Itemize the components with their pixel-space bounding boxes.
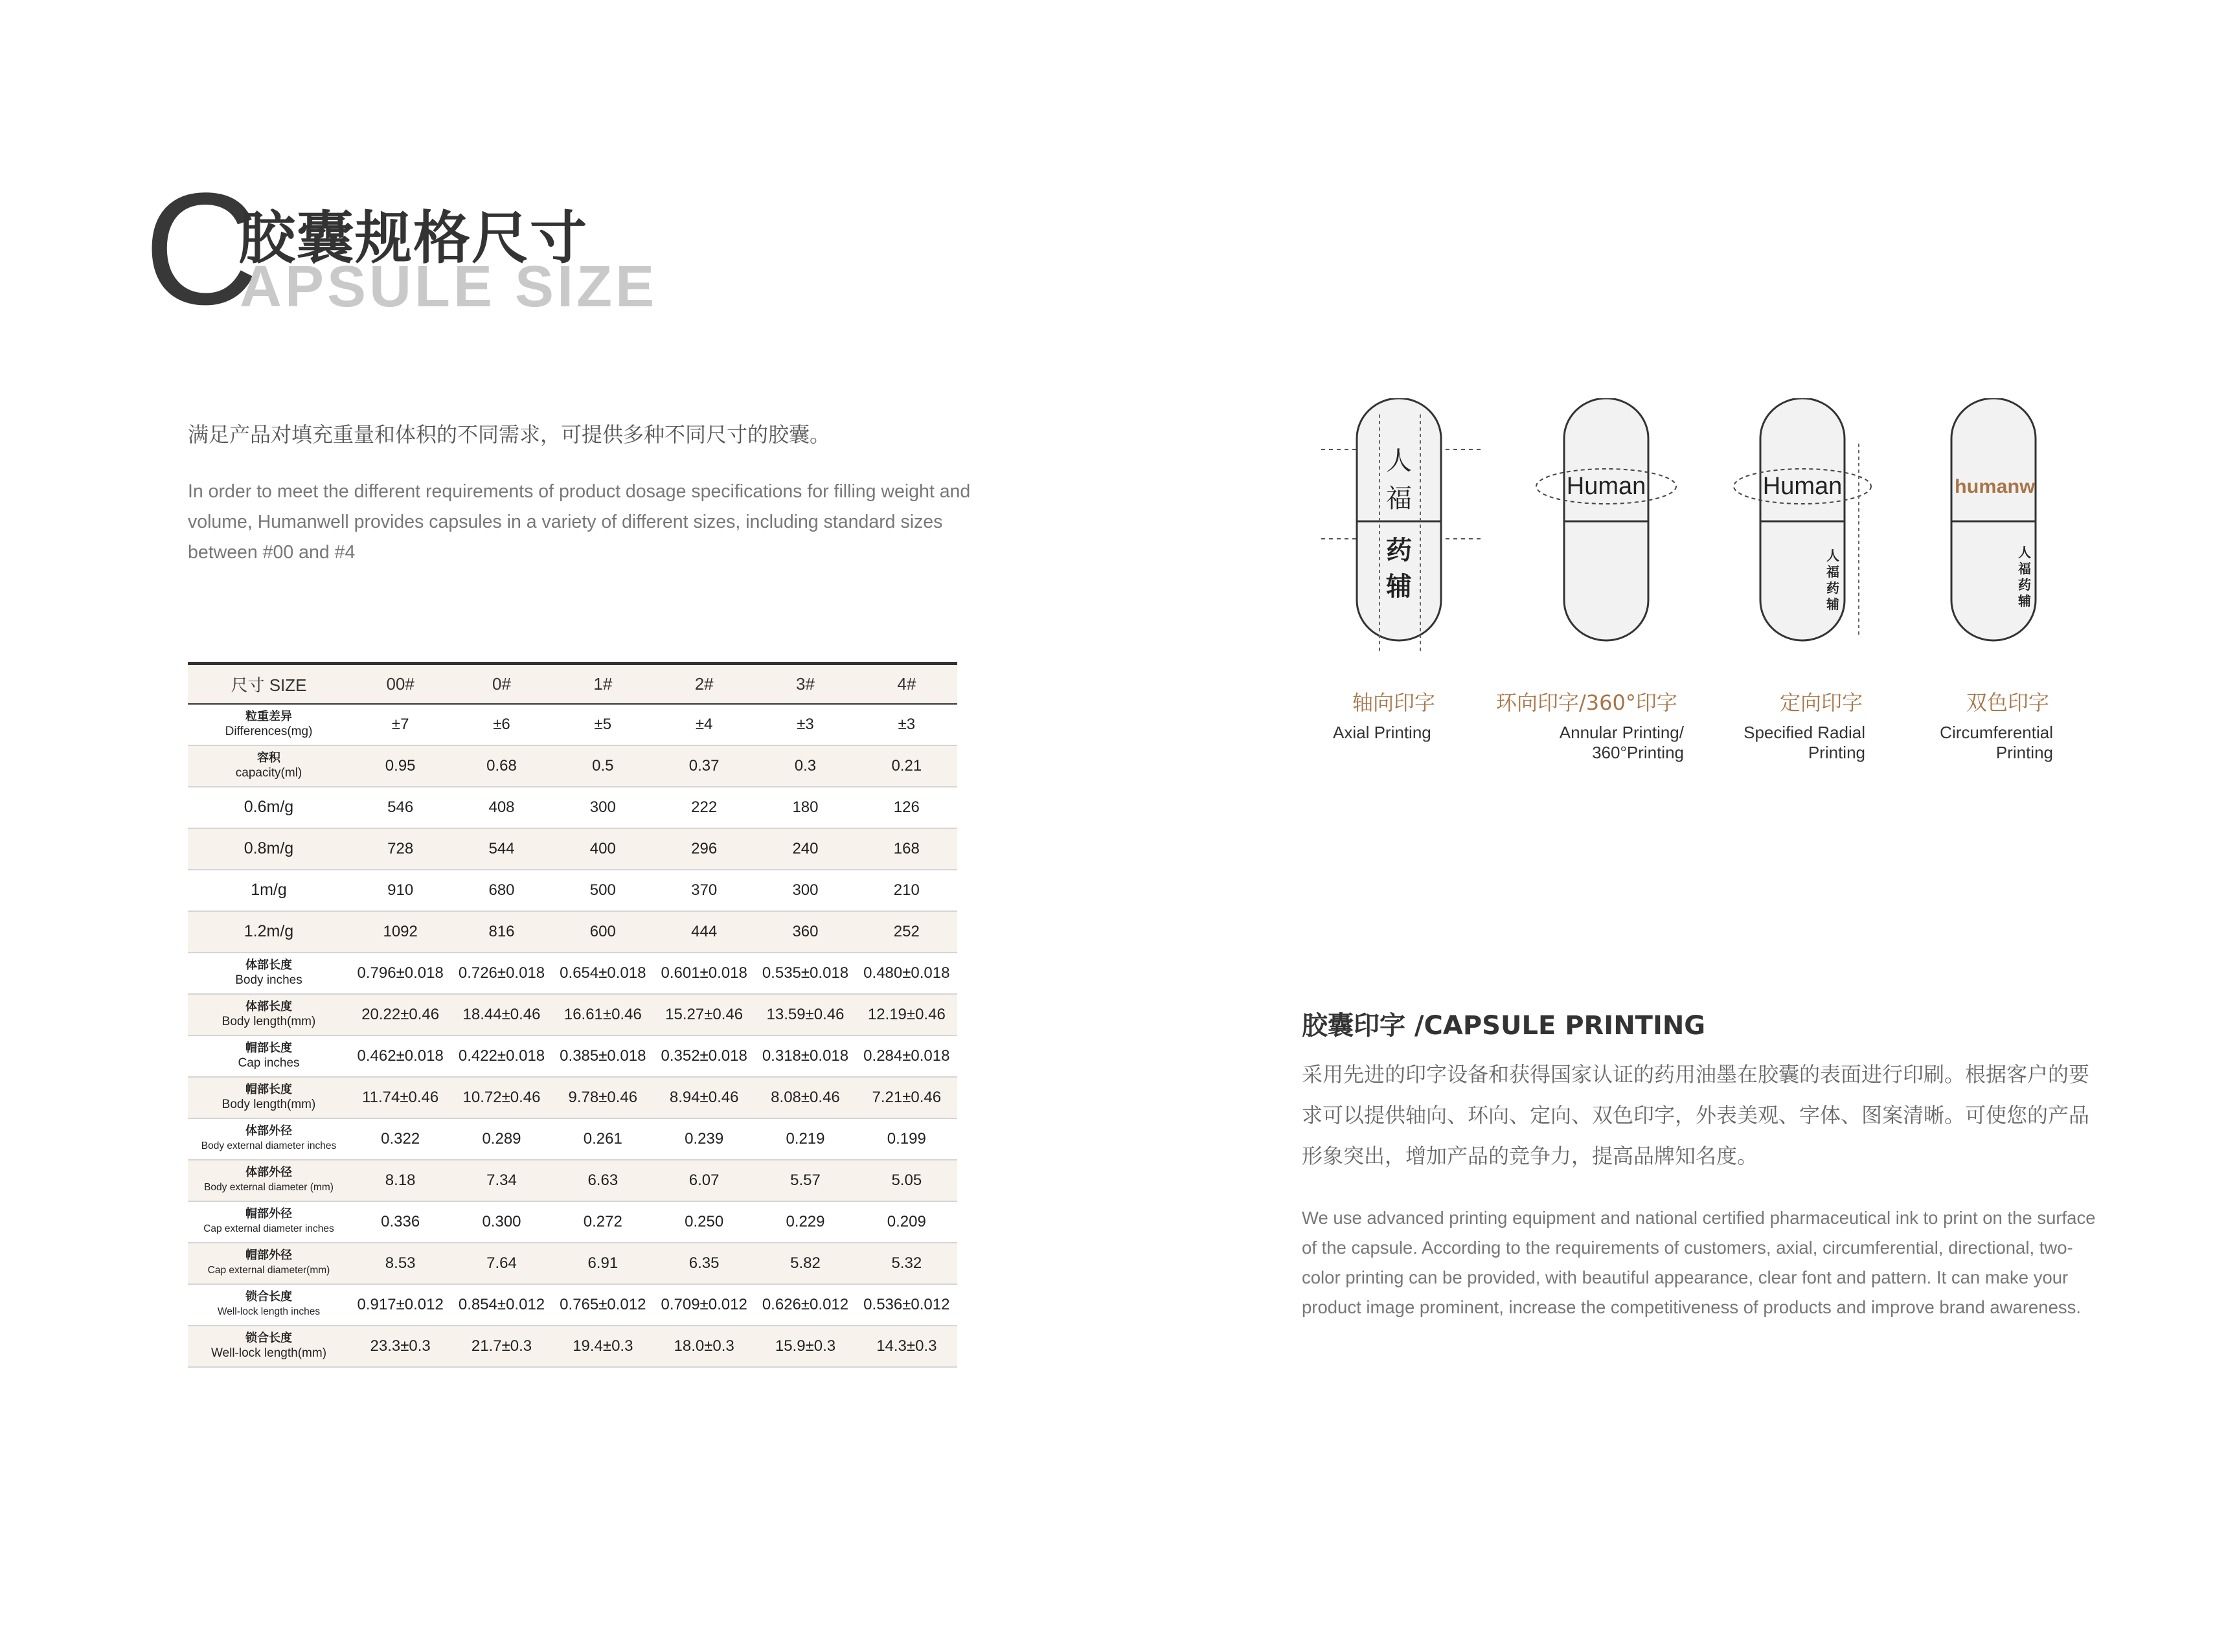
annular-text: Human: [1566, 473, 1646, 500]
table-cell: 0.209: [856, 1201, 957, 1243]
table-row: [188, 787, 957, 828]
table-cell: 18.0±0.3: [653, 1326, 755, 1367]
header-size-00: 00#: [350, 664, 451, 704]
row-label: [188, 994, 350, 1035]
row-label: [188, 704, 350, 745]
row-label-cn: 帽部外径: [245, 1207, 292, 1221]
table-cell: 408: [451, 787, 552, 828]
table-row: [188, 745, 957, 787]
table-cell: 210: [856, 870, 957, 911]
row-label-cn: 容积: [257, 751, 280, 765]
table-cell: 0.654±0.018: [552, 953, 653, 994]
row-label-en: Cap inches: [238, 1056, 300, 1070]
table-cell: 23.3±0.3: [350, 1326, 451, 1367]
circumferential-label-en: [1859, 723, 2053, 763]
table-row: [188, 911, 957, 953]
table-cell: 0.37: [653, 745, 755, 787]
row-label-en: capacity(ml): [235, 766, 302, 780]
table-cell: 0.229: [755, 1201, 856, 1243]
table-cell: 126: [856, 787, 957, 828]
radial-label-cn: 定向印字: [1780, 690, 1863, 715]
annular-printing-capsule: [1536, 398, 1676, 640]
table-cell: 0.284±0.018: [856, 1035, 957, 1077]
row-label-en: Cap external diameter(mm): [207, 1265, 330, 1276]
table-cell: 0.352±0.018: [653, 1035, 755, 1077]
table-cell: 5.05: [856, 1160, 957, 1201]
table-cell: 16.61±0.46: [552, 994, 653, 1035]
table-cell: 0.385±0.018: [552, 1035, 653, 1077]
table-cell: 5.32: [856, 1243, 957, 1284]
table-cell: 0.601±0.018: [653, 953, 755, 994]
table-cell: ±3: [755, 704, 856, 745]
table-cell: 252: [856, 911, 957, 953]
table-cell: 0.272: [552, 1201, 653, 1243]
row-label-en: Cap external diameter inches: [203, 1223, 334, 1234]
row-label-text: 1m/g: [251, 881, 287, 899]
row-label-text: 0.6m/g: [244, 798, 294, 816]
table-cell: 0.726±0.018: [451, 953, 552, 994]
axial-char-2: 福: [1386, 484, 1412, 514]
table-row: [188, 1243, 957, 1284]
table-row: [188, 1118, 957, 1160]
table-cell: ±6: [451, 704, 552, 745]
header-size-0: 0#: [451, 664, 552, 704]
table-cell: 300: [552, 787, 653, 828]
row-label-en: Differences(mg): [225, 725, 313, 738]
table-cell: 0.917±0.012: [350, 1284, 451, 1326]
radial-label-en: [1671, 723, 1865, 763]
header-size-2: 2#: [653, 664, 755, 704]
row-label-text: 1.2m/g: [244, 922, 294, 940]
table-cell: 0.199: [856, 1118, 957, 1160]
table-cell: 300: [755, 870, 856, 911]
table-cell: 15.27±0.46: [653, 994, 755, 1035]
header-size: 尺寸 SIZE: [188, 664, 350, 704]
table-cell: 168: [856, 828, 957, 870]
row-label-en: Well-lock length(mm): [210, 1346, 327, 1360]
table-cell: 21.7±0.3: [451, 1326, 552, 1367]
header-size-3: 3#: [755, 664, 856, 704]
circumferential-label-en-line2: Printing: [1995, 743, 2053, 762]
table-row: [188, 1035, 957, 1077]
table-cell: 0.300: [451, 1201, 552, 1243]
circumferential-printing-capsule: [1951, 398, 2036, 640]
row-label: [188, 1160, 350, 1201]
printing-heading: 胶囊印字 /CAPSULE PRINTING: [1302, 1011, 1706, 1041]
row-label: [188, 1035, 350, 1077]
table-cell: 0.219: [755, 1118, 856, 1160]
circumferential-char-4: 辅: [2018, 593, 2031, 609]
table-cell: 544: [451, 828, 552, 870]
axial-label-cn: 轴向印字: [1352, 690, 1436, 715]
radial-label-en-line2: Printing: [1808, 743, 1865, 762]
radial-label-en-line1: Specified Radial: [1743, 723, 1865, 742]
capsule-printing-illustrations: [1315, 398, 2079, 670]
table-cell: 728: [350, 828, 451, 870]
table-cell: 0.709±0.012: [653, 1284, 755, 1326]
table-row: [188, 870, 957, 911]
table-cell: ±5: [552, 704, 653, 745]
table-cell: 10.72±0.46: [451, 1077, 552, 1118]
axial-char-3: 药: [1386, 536, 1412, 565]
row-label: [188, 870, 350, 911]
table-cell: 0.626±0.012: [755, 1284, 856, 1326]
table-cell: 0.3: [755, 745, 856, 787]
row-label-cn: 帽部长度: [245, 1041, 292, 1055]
table-cell: 370: [653, 870, 755, 911]
table-cell: 910: [350, 870, 451, 911]
table-cell: 0.318±0.018: [755, 1035, 856, 1077]
table-cell: 444: [653, 911, 755, 953]
row-label: [188, 911, 350, 953]
annular-label-cn: 环向印字/360°印字: [1496, 690, 1677, 715]
table-cell: 0.765±0.012: [552, 1284, 653, 1326]
row-label: [188, 1077, 350, 1118]
row-label: [188, 1201, 350, 1243]
page-title-english: APSULE SIZE: [240, 255, 658, 319]
table-row: [188, 1326, 957, 1367]
table-cell: ±4: [653, 704, 755, 745]
row-label: [188, 953, 350, 994]
table-cell: 816: [451, 911, 552, 953]
table-cell: 6.91: [552, 1243, 653, 1284]
table-row: [188, 704, 957, 745]
row-label: [188, 828, 350, 870]
table-cell: 0.95: [350, 745, 451, 787]
row-label-cn: 粒重差异: [245, 710, 292, 723]
table-cell: 400: [552, 828, 653, 870]
row-label: [188, 1284, 350, 1326]
row-label-cn: 帽部外径: [245, 1249, 292, 1262]
table-cell: 180: [755, 787, 856, 828]
row-label: [188, 1243, 350, 1284]
table-cell: 0.250: [653, 1201, 755, 1243]
row-label-en: Well-lock length inches: [217, 1306, 321, 1317]
table-cell: 8.18: [350, 1160, 451, 1201]
table-row: [188, 953, 957, 994]
axial-label-en: Axial Printing: [1333, 723, 1431, 742]
table-cell: 600: [552, 911, 653, 953]
row-label-cn: 体部长度: [245, 1000, 292, 1013]
table-cell: 20.22±0.46: [350, 994, 451, 1035]
table-cell: 14.3±0.3: [856, 1326, 957, 1367]
table-cell: 15.9±0.3: [755, 1326, 856, 1367]
table-cell: 296: [653, 828, 755, 870]
table-row: [188, 1201, 957, 1243]
table-row: [188, 1284, 957, 1326]
table-cell: 18.44±0.46: [451, 994, 552, 1035]
table-cell: 222: [653, 787, 755, 828]
annular-label-en: [1490, 723, 1684, 763]
printing-description-cn: 采用先进的印字设备和获得国家认证的药用油墨在胶囊的表面进行印刷。根据客户的要求可以提供轴向、环向、定向、双色印字，外表美观、字体、图案清晰。可使您的产品形象突出，增加产品的竞争力，提高品牌知名度。: [1302, 1062, 2090, 1168]
table-cell: 7.34: [451, 1160, 552, 1201]
table-cell: 7.64: [451, 1243, 552, 1284]
header-size-1: 1#: [552, 664, 653, 704]
table-row: [188, 828, 957, 870]
table-cell: 0.854±0.012: [451, 1284, 552, 1326]
table-cell: 6.35: [653, 1243, 755, 1284]
circumferential-char-3: 药: [2018, 577, 2031, 593]
table-cell: 0.322: [350, 1118, 451, 1160]
table-cell: 0.21: [856, 745, 957, 787]
radial-char-4: 辅: [1826, 596, 1839, 612]
intro-chinese: 满足产品对填充重量和体积的不同需求，可提供多种不同尺寸的胶囊。: [188, 422, 831, 447]
table-cell: 8.53: [350, 1243, 451, 1284]
circumferential-text: humanw: [1955, 476, 2036, 497]
table-cell: 6.63: [552, 1160, 653, 1201]
row-label-cn: 锁合长度: [245, 1290, 292, 1304]
row-label-en: Body length(mm): [221, 1015, 316, 1028]
table-cell: 6.07: [653, 1160, 755, 1201]
page-title-chinese: 胶囊规格尺寸: [238, 205, 589, 271]
annular-label-en-line1: Annular Printing/: [1559, 723, 1684, 742]
table-cell: 1092: [350, 911, 451, 953]
circumferential-label-en-line1: Circumferential: [1940, 723, 2053, 742]
row-label: [188, 1118, 350, 1160]
capsule-size-table: [188, 662, 957, 1368]
table-cell: 0.289: [451, 1118, 552, 1160]
circumferential-char-1: 人: [2018, 545, 2031, 560]
row-label-cn: 锁合长度: [245, 1331, 292, 1345]
row-label-cn: 体部外径: [245, 1166, 292, 1179]
row-label: [188, 745, 350, 787]
table-cell: 12.19±0.46: [856, 994, 957, 1035]
table-cell: 0.336: [350, 1201, 451, 1243]
table-cell: 680: [451, 870, 552, 911]
header-size-4: 4#: [856, 664, 957, 704]
row-label-en: Body external diameter (mm): [204, 1182, 334, 1193]
radial-char-3: 药: [1826, 580, 1839, 596]
table-cell: 0.68: [451, 745, 552, 787]
circumferential-char-2: 福: [2018, 561, 2031, 576]
table-cell: 0.535±0.018: [755, 953, 856, 994]
table-cell: 240: [755, 828, 856, 870]
table-cell: ±3: [856, 704, 957, 745]
table-row: [188, 1077, 957, 1118]
row-label-text: 0.8m/g: [244, 839, 294, 857]
table-cell: 0.239: [653, 1118, 755, 1160]
printing-description-en: We use advanced printing equipment and national certified pharmaceutical ink to print on the surface of the capsule. According to the requirements of customers, axial, circumferential, directional, two-color printing can be provided, with beautiful appearance, clear font and pattern. It can make your product image prominent, increase the competitiveness of products and improve brand awareness.: [1302, 1208, 2096, 1317]
table-row: [188, 994, 957, 1035]
axial-printing-capsule: [1321, 398, 1483, 654]
row-label-en: Body external diameter inches: [201, 1140, 337, 1151]
table-cell: 360: [755, 911, 856, 953]
table-cell: ±7: [350, 704, 451, 745]
table-cell: 11.74±0.46: [350, 1077, 451, 1118]
radial-text: Human: [1762, 473, 1843, 500]
table-cell: 0.480±0.018: [856, 953, 957, 994]
table-cell: 5.82: [755, 1243, 856, 1284]
table-cell: 0.536±0.012: [856, 1284, 957, 1326]
table-cell: 13.59±0.46: [755, 994, 856, 1035]
table-cell: 5.57: [755, 1160, 856, 1201]
circumferential-label-cn: 双色印字: [1966, 690, 2050, 715]
title-initial-letter: C: [144, 160, 259, 338]
row-label-cn: 体部外径: [245, 1124, 292, 1138]
axial-char-4: 辅: [1386, 572, 1412, 602]
table-cell: 546: [350, 787, 451, 828]
row-label: [188, 787, 350, 828]
table-body: [188, 704, 957, 1367]
table-cell: 0.261: [552, 1118, 653, 1160]
table-cell: 0.462±0.018: [350, 1035, 451, 1077]
table-cell: 7.21±0.46: [856, 1077, 957, 1118]
table-cell: 0.796±0.018: [350, 953, 451, 994]
table-cell: 500: [552, 870, 653, 911]
row-label-en: Body length(mm): [221, 1098, 316, 1111]
radial-char-1: 人: [1826, 548, 1839, 563]
row-label: [188, 1326, 350, 1367]
row-label-cn: 体部长度: [245, 958, 292, 972]
table-cell: 0.422±0.018: [451, 1035, 552, 1077]
table-cell: 0.5: [552, 745, 653, 787]
table-cell: 8.08±0.46: [755, 1077, 856, 1118]
radial-char-2: 福: [1826, 564, 1839, 580]
annular-label-en-line2: 360°Printing: [1592, 743, 1684, 762]
table-cell: 19.4±0.3: [552, 1326, 653, 1367]
table-cell: 9.78±0.46: [552, 1077, 653, 1118]
axial-char-1: 人: [1386, 446, 1412, 476]
table-cell: 8.94±0.46: [653, 1077, 755, 1118]
row-label-cn: 帽部长度: [245, 1083, 292, 1096]
intro-english: In order to meet the different requirements of product dosage specifications for filling weight and volume, Humanwell provides capsules in a variety of different sizes, including standard sizes between #00 and #4: [188, 481, 971, 563]
row-label-en: Body inches: [235, 973, 302, 987]
radial-printing-capsule: [1734, 398, 1871, 640]
table-header-row: [188, 664, 957, 704]
table-row: [188, 1160, 957, 1201]
